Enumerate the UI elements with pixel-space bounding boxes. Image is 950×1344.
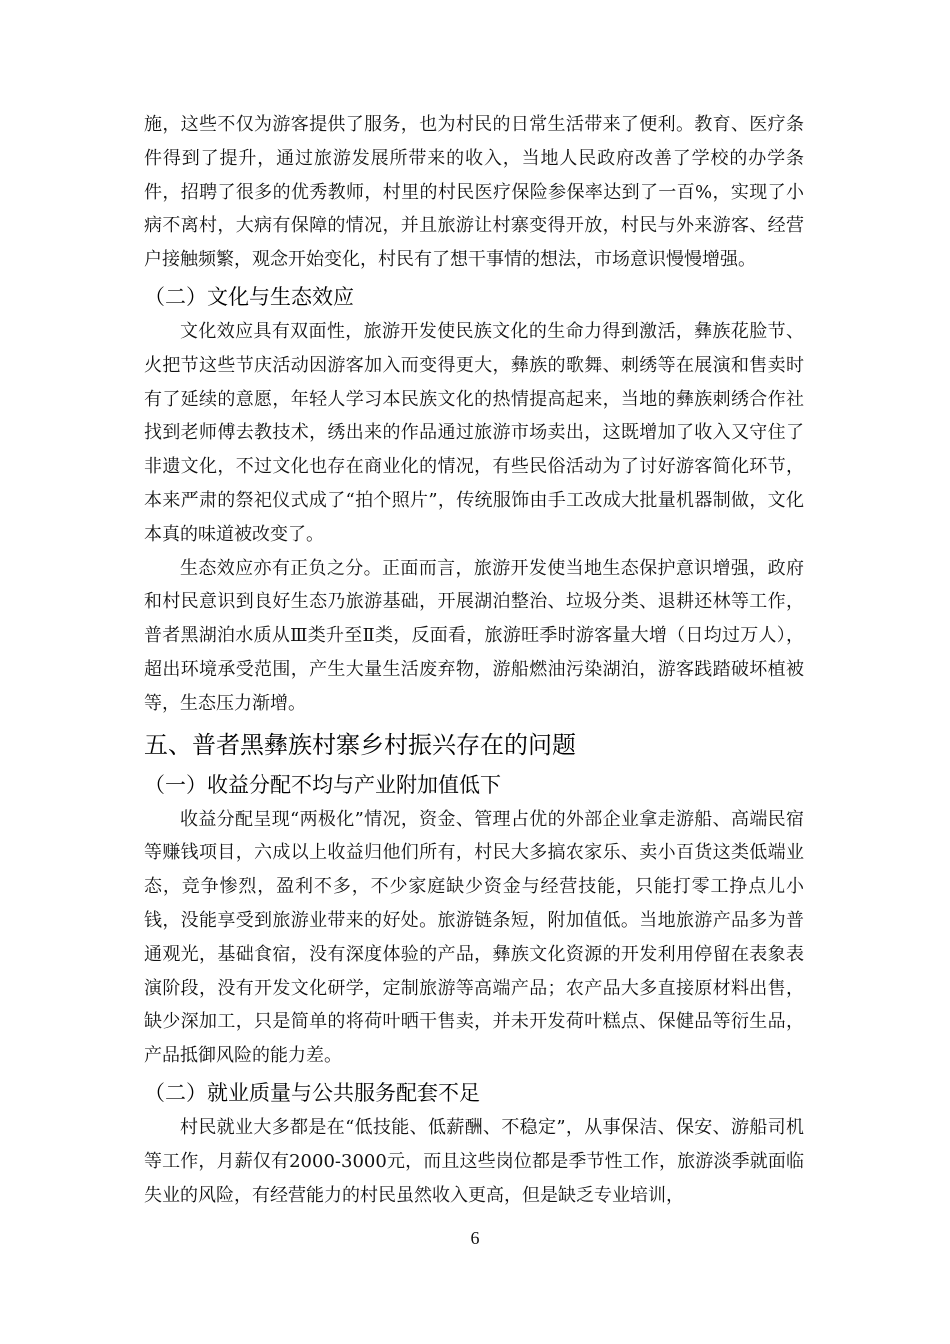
section-heading-income: （一）收益分配不均与产业附加值低下	[144, 772, 501, 797]
page-content	[144, 108, 804, 1212]
section-heading-employment: （二）就业质量与公共服务配套不足	[144, 1080, 480, 1105]
section-heading-culture-ecology: （二）文化与生态效应	[144, 284, 354, 309]
page-number: 6	[470, 1228, 480, 1248]
paragraph-continued: 施，这些不仅为游客提供了服务，也为村民的日常生活带来了便利。教育、医疗条件得到了提升，通过旅游发展所带来的收入，当地人民政府改善了学校的办学条件，招聘了很多的优秀教师，村里的村民医疗保险参保率达到了一百%，实现了小病不离村，大病有保障的情况，并且旅游让村寨变得开放，村民与外来游客、经营户接触频繁，观念开始变化，村民有了想干事情的想法，市场意识慢慢增强。	[144, 114, 804, 271]
paragraph-employment: 村民就业大多都是在“低技能、低薪酬、不稳定”，从事保洁、保安、游船司机等工作，月薪仅有2000-3000元，而且这些岗位都是季节性工作，旅游淡季就面临失业的风险，有经营能力的村民虽然收入更高，但是缺乏专业培训，	[144, 1116, 804, 1206]
chapter-heading-problems: 五、普者黑彝族村寨乡村振兴存在的问题	[144, 730, 576, 759]
paragraph-culture-effect: 文化效应具有双面性，旅游开发使民族文化的生命力得到激活，彝族花脸节、火把节这些节庆活动因游客加入而变得更大，彝族的歌舞、刺绣等在展演和售卖时有了延续的意愿，年轻人学习本民族文化的热情提高起来，当地的彝族刺绣合作社找到老师傅去教技术，绣出来的作品通过旅游市场卖出，这既增加了收入又守住了非遗文化，不过文化也存在商业化的情况，有些民俗活动为了讨好游客简化环节，本来严肃的祭祀仪式成了“拍个照片”，传统服饰由手工改成大批量机器制做，文化本真的味道被改变了。	[144, 320, 804, 545]
paragraph-ecology-effect: 生态效应亦有正负之分。正面而言，旅游开发使当地生态保护意识增强，政府和村民意识到良好生态乃旅游基础，开展湖泊整治、垃圾分类、退耕还林等工作，普者黑湖泊水质从Ⅲ类升至Ⅱ类，反面看，旅游旺季时游客量大增（日均过万人），超出环境承受范围，产生大量生活废弃物，游船燃油污染湖泊，游客践踏破坏植被等，生态压力渐增。	[144, 557, 804, 714]
paragraph-income-distribution: 收益分配呈现“两极化”情况，资金、管理占优的外部企业拿走游船、高端民宿等赚钱项目，六成以上收益归他们所有，村民大多搞农家乐、卖小百货这类低端业态，竞争惨烈，盈利不多，不少家庭缺少资金与经营技能，只能打零工挣点儿小钱，没能享受到旅游业带来的好处。旅游链条短，附加值低。当地旅游产品多为普通观光，基础食宿，没有深度体验的产品，彝族文化资源的开发利用停留在表象表演阶段，没有开发文化研学，定制旅游等高端产品；农产品大多直接原材料出售，缺少深加工，只是简单的将荷叶晒干售卖，并未开发荷叶糕点、保健品等衍生品，产品抵御风险的能力差。	[144, 808, 804, 1067]
